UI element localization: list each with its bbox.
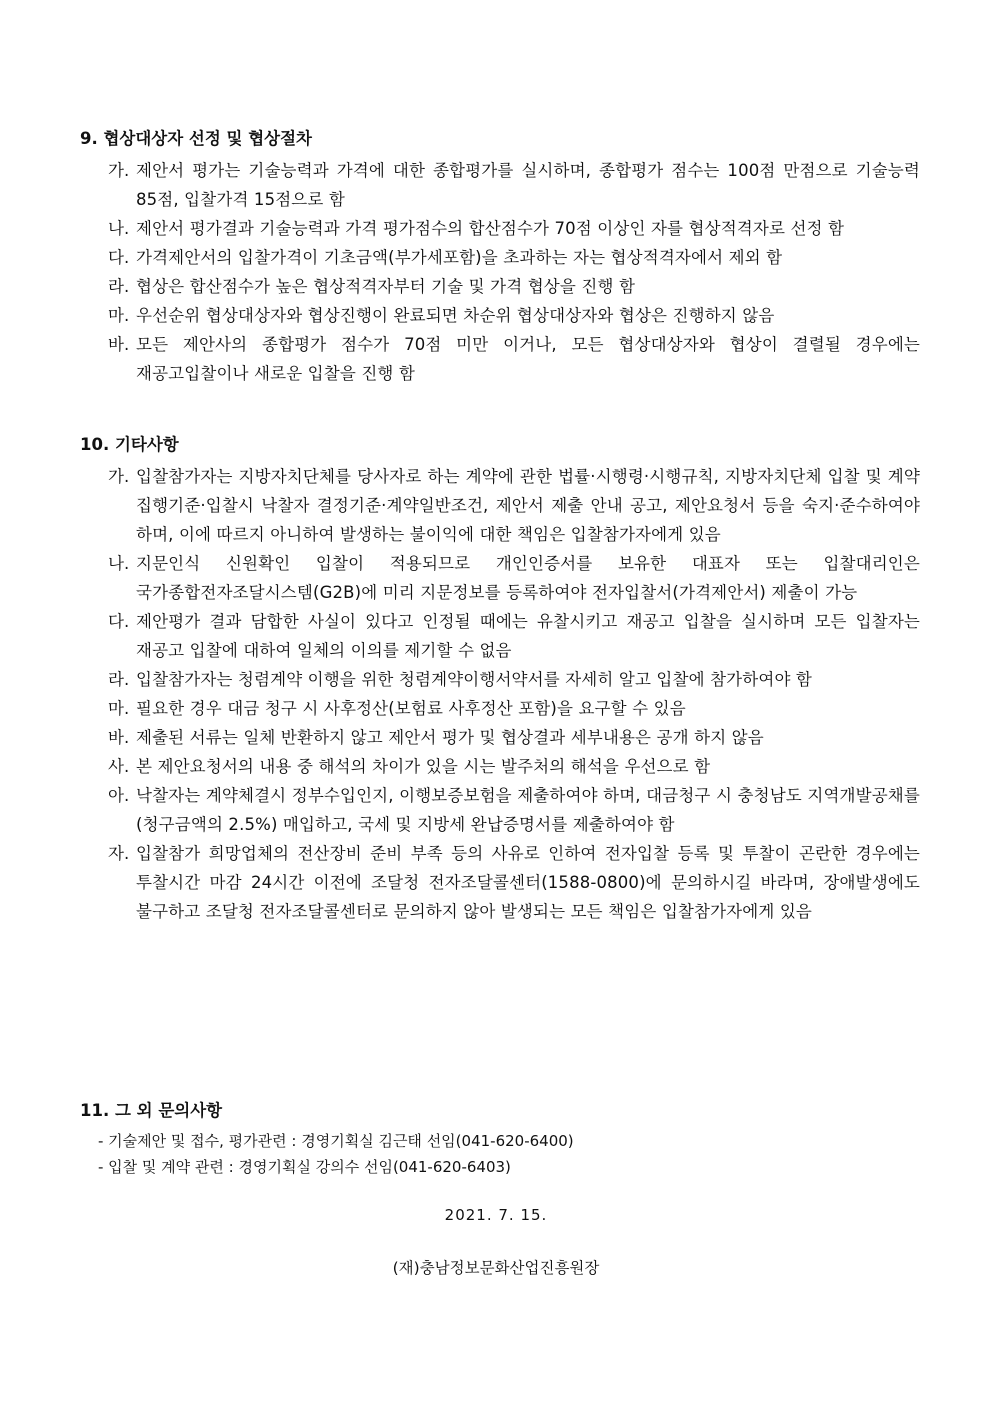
item-text: 입찰참가자는 청렴계약 이행을 위한 청렴계약이행서약서를 자세히 알고 입찰에 참가하여야 함 [136,670,813,689]
item-text: 제출된 서류는 일체 반환하지 않고 제안서 평가 및 협상결과 세부내용은 공개 하지 않음 [136,728,764,747]
item-marker: 마. [108,699,130,718]
list-item [80,214,920,243]
section-11 [80,1096,920,1180]
list-item [80,301,920,330]
item-marker: 나. [108,219,130,238]
list-item [80,752,920,781]
item-marker: 라. [108,670,130,689]
section-heading: 9. 협상대상자 선정 및 협상절차 [80,129,312,148]
section-heading: 11. 그 외 문의사항 [80,1101,223,1120]
item-text: 우선순위 협상대상자와 협상진행이 완료되면 차순위 협상대상자와 협상은 진행하지 않음 [136,306,775,325]
item-text: 필요한 경우 대금 청구 시 사후정산(보험료 사후정산 포함)을 요구할 수 있음 [136,699,686,718]
item-marker: 나. [108,554,130,573]
contact-line: - 입찰 및 계약 관련 : 경영기획실 강의수 선임(041-620-6403) [98,1158,511,1176]
list-item [80,243,920,272]
section-heading: 10. 기타사항 [80,435,179,454]
item-marker: 가. [108,467,130,486]
list-item [80,723,920,752]
item-marker: 다. [108,612,130,631]
organization-name: (재)충남정보문화산업진흥원장 [392,1259,600,1277]
list-item [80,549,920,607]
list-item [80,665,920,694]
list-item [80,330,920,388]
item-text: 낙찰자는 계약체결시 정부수입인지, 이행보증보험을 제출하여야 하며, 대금청구 시 충청남도 지역개발공채를(청구금액의 2.5%) 매입하고, 국세 및 지방세 완납증명서를 제출하여야 함 [136,786,920,834]
item-text: 가격제안서의 입찰가격이 기초금액(부가세포함)을 초과하는 자는 협상적격자에서 제외 함 [136,248,783,267]
item-text: 입찰참가 희망업체의 전산장비 준비 부족 등의 사유로 인하여 전자입찰 등록 및 투찰이 곤란한 경우에는 투찰시간 마감 24시간 이전에 조달청 전자조달콜센터(1588-0800)에 문의하시길 바라며, 장애발생에도 불구하고 조달청 전자조달콜센터로 문의하지 않아 발생되는 모든 책임은 입찰참가자에게 있음 [136,844,920,921]
list-item [80,272,920,301]
item-text: 제안평가 결과 담합한 사실이 있다고 인정될 때에는 유찰시키고 재공고 입찰을 실시하며 모든 입찰자는 재공고 입찰에 대하여 일체의 이의를 제기할 수 없음 [136,612,920,660]
list-item [80,156,920,214]
list-item [80,781,920,839]
item-marker: 바. [108,335,130,354]
item-marker: 가. [108,161,130,180]
list-item [80,607,920,665]
section-10 [80,430,920,926]
item-text: 제안서 평가결과 기술능력과 가격 평가점수의 합산점수가 70점 이상인 자를 협상적격자로 선정 함 [136,219,845,238]
item-marker: 아. [108,786,130,805]
item-text: 본 제안요청서의 내용 중 해석의 차이가 있을 시는 발주처의 해석을 우선으로 함 [136,757,711,776]
list-item [80,462,920,549]
item-text: 입찰참가자는 지방자치단체를 당사자로 하는 계약에 관한 법률·시행령·시행규칙, 지방자치단체 입찰 및 계약 집행기준·입찰시 낙찰자 결정기준·계약일반조건, 제안서 제출 안내 공고, 제안요청서 등을 숙지·준수하여야 하며, 이에 따르지 아니하여 발생하는 불이익에 대한 책임은 입찰참가자에게 있음 [136,467,920,544]
item-marker: 바. [108,728,130,747]
document-date: 2021. 7. 15. [444,1206,548,1224]
item-marker: 자. [108,844,130,863]
item-text: 모든 제안사의 종합평가 점수가 70점 미만 이거나, 모든 협상대상자와 협상이 결렬될 경우에는 재공고입찰이나 새로운 입찰을 진행 함 [136,335,920,383]
item-marker: 사. [108,757,130,776]
contact-line: - 기술제안 및 접수, 평가관련 : 경영기획실 김근태 선임(041-620-6400) [98,1132,574,1150]
item-text: 협상은 합산점수가 높은 협상적격자부터 기술 및 가격 협상을 진행 함 [136,277,636,296]
list-item [80,694,920,723]
section-9 [80,124,920,388]
item-marker: 라. [108,277,130,296]
list-item [80,839,920,926]
item-marker: 마. [108,306,130,325]
item-text: 지문인식 신원확인 입찰이 적용되므로 개인인증서를 보유한 대표자 또는 입찰대리인은 국가종합전자조달시스템(G2B)에 미리 지문정보를 등록하여야 전자입찰서(가격제안서) 제출이 가능 [136,554,920,602]
item-text: 제안서 평가는 기술능력과 가격에 대한 종합평가를 실시하며, 종합평가 점수는 100점 만점으로 기술능력 85점, 입찰가격 15점으로 함 [136,161,920,209]
item-marker: 다. [108,248,130,267]
